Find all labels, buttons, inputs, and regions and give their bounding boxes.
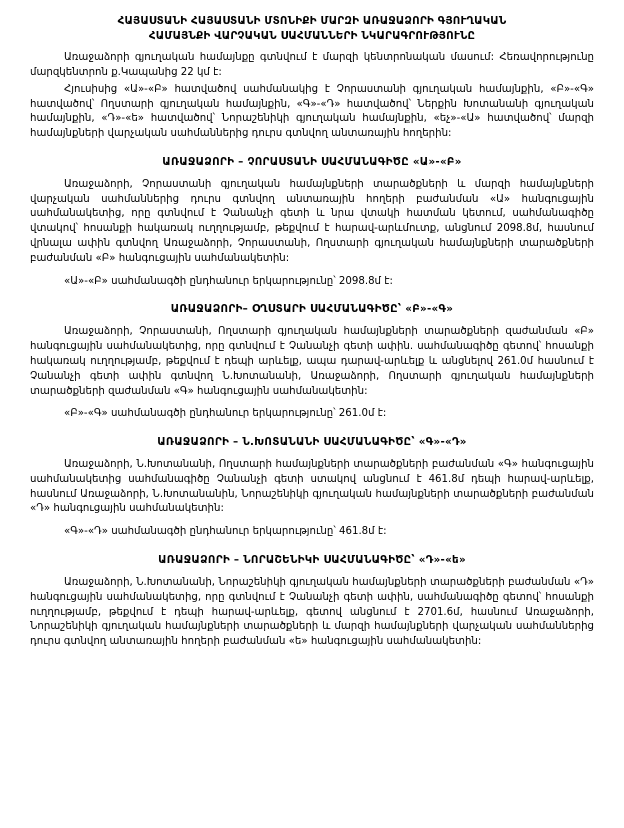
section-1-result: «Ա»-«Բ» սահմանագծի ընդհանուր երկարությունը՝ 2098.8մ է: [64, 275, 393, 287]
section-2 [30, 303, 594, 422]
section-3 [30, 436, 594, 540]
intro-block [30, 51, 594, 142]
page-title-line-2: ՀԱՄԱՅՆՔԻ ՎԱՐՉԱԿԱՆ ՍԱՀՄԱՆՆԵՐԻ ՆԿԱՐԱԳՐՈՒԹՅՈՒՆԸ [148, 29, 476, 42]
page-title [30, 14, 594, 43]
section-2-body: Առաջաձորի, Չորաստանի, Ողստարի գյուղական համայնքների տարածքների զաժանման «Բ» հանգուցային սահմանակետից, որը գտնվում է Չանանչի գետի ափին. սահմանագիծը գետով՝ հոսանքի հակառակ ուղղությամբ, թեքվում է դեպի արևելք, ապա դարավ-արևելք և անցնելով 261.0մ հասնում է Չանանչի գետի ափին գտնվող Ն.Խոտանանի, Առաջաձորի, Ողստարի գյուղական համայնքների տարածքների զաժանման «Գ» հանգուցային սահմանակետին: [30, 326, 594, 397]
section-3-heading: ԱՌԱՋԱՁՈՐԻ – Ն.ԽՈՏԱՆԱՆԻ ՍԱՀՄԱՆԱԳԻԾԸ՝ «Գ»-«Դ» [157, 436, 467, 449]
intro-paragraph-1: Առաջաձորի գյուղական համայնքը գտնվում է մարզի կենտրոնական մասում: Հեռավորությունը մարզկենտրոն ք.Կապանից 22 կմ է: [30, 52, 594, 78]
section-4 [30, 554, 594, 650]
section-4-heading: ԱՌԱՋԱՁՈՐԻ – ՆՈՐԱՇԵՆԻԿԻ ՍԱՀՄԱՆԱԳԻԾԸ՝ «Դ»-«ե» [158, 553, 466, 566]
intro-paragraph-2: Հյուսիսից «Ա»-«Բ» հատվածով սահմանակից է Չորաստանի գյուղական համայնքին, «Բ»-«Գ» հատվածով՝ Ողստարի գյուղական համայնքին, «Գ»-«Դ» հատվածով՝ Ներքին Խոտանանի գյուղական համայնքին, «Դ»-«ե» հատվածով՝ Նորաշենիկի գյուղական համայնքին, «եչ»-«Ա» հատվածով՝ մարզի համայնքների վարչական սահմաններից դուրս գտնվող անտառային հողերին: [30, 83, 594, 140]
page-title-line-1: ՀԱՅԱՍՏԱՆԻ ՀԱՅԱՍՏԱՆԻ ՄՏՈՆԻՔԻ ՄԱՐԶԻ ԱՌԱՋԱՁՈՐԻ ԳՅՈՒՂԱԿԱՆ [117, 15, 507, 27]
section-1 [30, 156, 594, 289]
section-4-body: Առաջաձորի, Ն.Խոտանանի, Նորաշենիկի գյուղական համայնքների տարածքների բաժանման «Դ» հանգուցային սահմանակետից, որը գտնվում է Չանանչի գետի ափին, սահմանագիծը գետով՝ հոսանքի ուղղությամբ, թեքվում է դեպի հարավ-արևելք, գետով անցնում է 2701.6մ, հասնում Առաջաձորի, Նորաշենիկի գյուղական համայնքների տարածքների և մարզի համայնքների վարչական սահմաններից դուրս գտնվող անտառային հողերի բաժանման «ե» հանգուցային սահմանակետին: [30, 576, 594, 648]
section-1-body: Առաջաձորի, Չորաստանի գյուղական համայնքների տարածքների և մարզի համայնքների վարչական սահմաններից դուրս գտնվող անտառային հողերի բաժանման «Ա» հանգուցային սահմանակետից, որը գտնվում է Չանանչի գետի և նրա վտակի հատման կետում, սահմանագիծը վտակով՝ հոսանքի հակառակ ուղղությամբ, թեքվում է հարավ-արևմուտք, անցնում 2098.8մ, հասնում վրնալա ափին գտնվող Առաջաձորի, Չորաստանի, Ողստարի գյուղական համայնքների տարածքների բաժանման «Բ» հանգուցային սահմանակետին: [30, 178, 594, 264]
section-3-body: Առաջաձորի, Ն.Խոտանանի, Ողստարի համայնքների տարածքների բաժանման «Գ» հանգուցային սահմանակետից սահմանագիծը Չանանչի գետի ստակով անցնում է 461.8մ դեպի հարավ-արևելք, հասնում Առաջաձորի, Ն.Խոտանանին, Նորաշենիկի գյուղական համայնքների տարածքների բաժանման «Դ» հանգուցային սահմանակետին: [30, 459, 594, 515]
section-2-result: «Բ»-«Գ» սահմանագծի ընդհանուր երկարությունը՝ 261.0մ է: [64, 408, 387, 420]
section-3-result: «Գ»-«Դ» սահմանագծի ընդհանուր երկարությունը՝ 461.8մ է: [64, 526, 387, 538]
section-2-heading: ԱՌԱՋԱՁՈՐԻ– ՕՂՍՏԱՐԻ ՍԱՀՄԱՆԱԳԻԾԸ՝ «Բ»-«Գ» [170, 303, 454, 316]
section-1-heading: ԱՌԱՋԱՁՈՐԻ – ՉՈՐԱՍՏԱՆԻ ՍԱՀՄԱՆԱԳԻԾԸ «Ա»-«Բ» [162, 155, 462, 168]
